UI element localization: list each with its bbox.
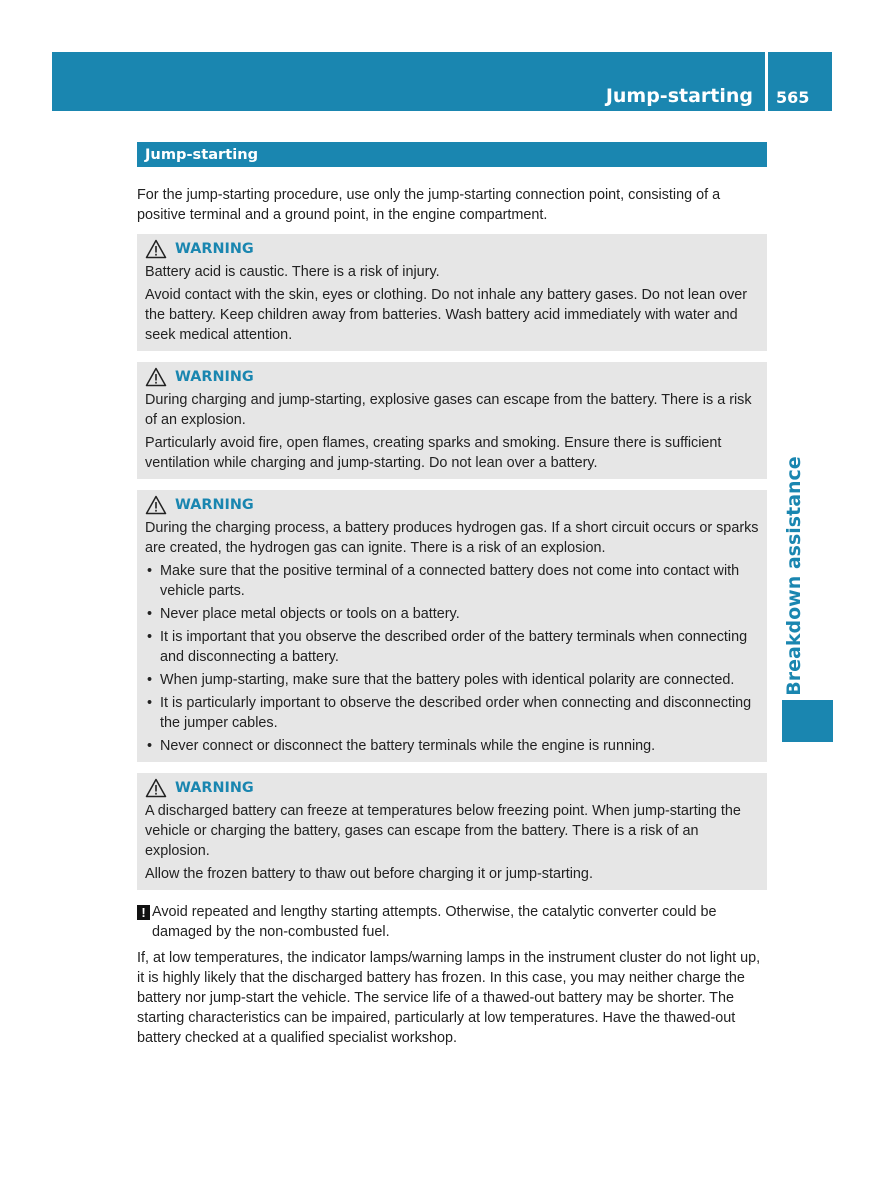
side-tab bbox=[777, 456, 811, 696]
warning-label: WARNING bbox=[175, 241, 254, 257]
side-tab-label: Breakdown assistance bbox=[783, 456, 805, 696]
warning-header bbox=[145, 494, 759, 516]
list-item: • It is important that you observe the described order of the battery terminals when connecting and disconnecting a battery. bbox=[147, 629, 748, 665]
list-item-text: Never place metal objects or tools on a battery. bbox=[160, 606, 460, 622]
list-item-text: It is particularly important to observe the described order when connecting and disconnecting the jumper cables. bbox=[160, 695, 752, 731]
list-item: • Never connect or disconnect the battery terminals while the engine is running. bbox=[147, 738, 656, 754]
list-item-text: Never connect or disconnect the battery terminals while the engine is running. bbox=[160, 738, 656, 754]
warning-box bbox=[137, 490, 767, 762]
warning-text: Battery acid is caustic. There is a risk of injury. bbox=[145, 264, 440, 280]
list-item: • When jump-starting, make sure that the battery poles with identical polarity are connected. bbox=[147, 672, 735, 688]
warning-triangle-icon bbox=[145, 778, 167, 798]
warning-header bbox=[145, 777, 759, 799]
warning-text: During charging and jump-starting, explosive gases can escape from the battery. There is a risk of an explosion. bbox=[145, 392, 752, 428]
page-number-box bbox=[768, 52, 832, 111]
list-item: • It is particularly important to observe the described order when connecting and disconnecting the jumper cables. bbox=[147, 695, 752, 731]
list-item: • Make sure that the positive terminal of a connected battery does not come into contact with vehicle parts. bbox=[147, 563, 740, 599]
warning-text: Avoid contact with the skin, eyes or clothing. Do not inhale any battery gases. Do not lean over the battery. Keep children away from batteries. Wash battery acid immediately with water and seek medical attention. bbox=[145, 287, 748, 343]
list-item: • Never place metal objects or tools on a battery. bbox=[147, 606, 460, 622]
page-content bbox=[137, 142, 767, 1048]
warning-label: WARNING bbox=[175, 780, 254, 796]
intro-paragraph: For the jump-starting procedure, use only the jump-starting connection point, consisting of a positive terminal and a ground point, in the engine compartment. bbox=[137, 187, 721, 223]
side-tab-marker bbox=[782, 700, 833, 742]
list-item-text: Make sure that the positive terminal of a connected battery does not come into contact with vehicle parts. bbox=[160, 563, 740, 599]
list-item-text: It is important that you observe the described order of the battery terminals when connecting and disconnecting a battery. bbox=[160, 629, 748, 665]
section-title: Jump-starting bbox=[137, 142, 767, 167]
warning-box bbox=[137, 362, 767, 479]
warning-label: WARNING bbox=[175, 369, 254, 385]
warning-triangle-icon bbox=[145, 367, 167, 387]
warning-text: During the charging process, a battery produces hydrogen gas. If a short circuit occurs or sparks are created, the hydrogen gas can ignite. There is a risk of an explosion. bbox=[145, 520, 759, 556]
exclamation-icon: ! bbox=[137, 905, 150, 920]
warning-box bbox=[137, 773, 767, 890]
note-text: Avoid repeated and lengthy starting attempts. Otherwise, the catalytic converter could be damaged by the non-combusted fuel. bbox=[152, 904, 717, 940]
warning-text: Particularly avoid fire, open flames, creating sparks and smoking. Ensure there is sufficient ventilation while charging and jump-starting. Do not lean over a battery. bbox=[145, 435, 722, 471]
warning-header bbox=[145, 366, 759, 388]
page-number: 565 bbox=[776, 88, 810, 107]
note-paragraph bbox=[137, 902, 767, 942]
page-header-bar bbox=[52, 52, 765, 111]
page-header-title: Jump-starting bbox=[605, 85, 753, 107]
warning-header bbox=[145, 238, 759, 260]
warning-triangle-icon bbox=[145, 495, 167, 515]
list-item-text: When jump-starting, make sure that the battery poles with identical polarity are connected. bbox=[160, 672, 735, 688]
warning-triangle-icon bbox=[145, 239, 167, 259]
warning-bullet-list bbox=[145, 561, 759, 756]
warning-label: WARNING bbox=[175, 497, 254, 513]
closing-paragraph: If, at low temperatures, the indicator lamps/warning lamps in the instrument cluster do not light up, it is highly likely that the discharged battery has frozen. In this case, you may neither charge the battery nor jump-start the vehicle. The service life of a thawed-out battery may be shorter. The starting characteristics can be impaired, particularly at low temperatures. Have the thawed-out battery checked at a qualified specialist workshop. bbox=[137, 950, 761, 1046]
warning-text: Allow the frozen battery to thaw out before charging it or jump-starting. bbox=[145, 866, 593, 882]
warning-box bbox=[137, 234, 767, 351]
warning-text: A discharged battery can freeze at temperatures below freezing point. When jump-starting the vehicle or charging the battery, gases can escape from the battery. There is a risk of an explosion. bbox=[145, 803, 741, 859]
